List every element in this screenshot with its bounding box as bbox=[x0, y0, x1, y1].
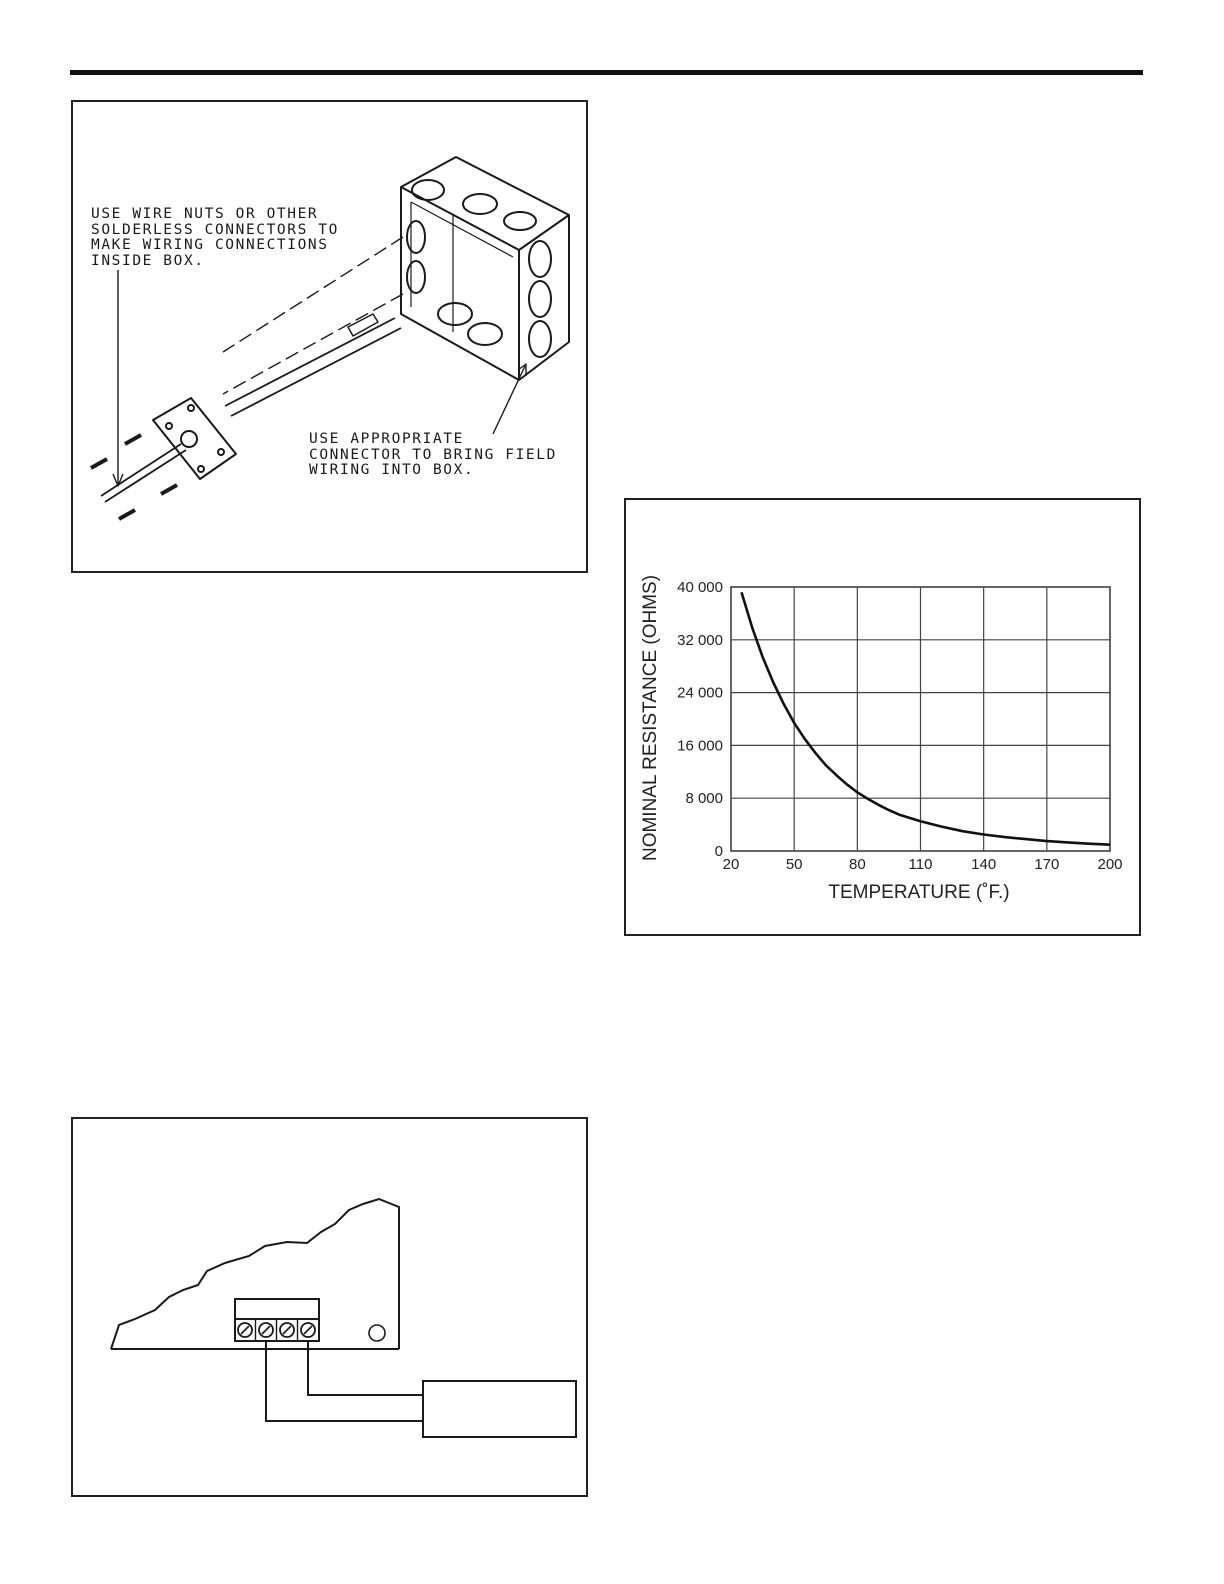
sensor-box bbox=[423, 1381, 576, 1437]
resistance-chart-panel bbox=[624, 498, 1141, 936]
mounting-plate bbox=[153, 398, 236, 479]
x-tick-label: 170 bbox=[1034, 856, 1060, 873]
junction-box-top bbox=[401, 157, 569, 250]
x-tick-label: 80 bbox=[848, 856, 866, 873]
sensor-cable bbox=[101, 444, 186, 502]
x-tick-label: 140 bbox=[971, 856, 997, 873]
y-tick-label: 32 000 bbox=[677, 631, 723, 649]
sensor-mounting-illustration bbox=[73, 102, 586, 571]
y-tick-label: 24 000 bbox=[677, 684, 723, 702]
screw-slot bbox=[283, 1326, 291, 1334]
y-tick-label: 8 000 bbox=[685, 790, 723, 808]
screw-slot bbox=[262, 1326, 270, 1334]
screw-slot bbox=[304, 1326, 312, 1334]
x-tick-label: 50 bbox=[785, 856, 803, 873]
x-tick-label: 110 bbox=[908, 856, 933, 873]
terminal-block-housing bbox=[235, 1299, 319, 1319]
x-axis-title: TEMPERATURE (˚F.) bbox=[828, 882, 1010, 903]
y-tick-label: 16 000 bbox=[677, 737, 723, 755]
x-tick-label: 20 bbox=[722, 856, 740, 873]
header-rule bbox=[70, 70, 1143, 75]
board-wiring-diagram bbox=[73, 1119, 586, 1495]
wire-nut-callout: USE WIRE NUTS OR OTHER SOLDERLESS CONNECTORS TO MAKE WIRING CONNECTIONS INSIDE BOX. bbox=[91, 206, 339, 269]
board-wiring-figure bbox=[71, 1117, 588, 1497]
y-tick-label: 0 bbox=[714, 843, 723, 860]
resistance-chart bbox=[626, 500, 1139, 934]
field-wiring-callout: USE APPROPRIATE CONNECTOR TO BRING FIELD WIRING INTO BOX. bbox=[309, 431, 557, 478]
sensor-wire-1 bbox=[266, 1341, 423, 1421]
screw-slot bbox=[241, 1326, 249, 1334]
junction-box-front bbox=[401, 187, 519, 380]
y-axis-title: NOMINAL RESISTANCE (OHMS) bbox=[640, 574, 661, 862]
y-tick-label: 40 000 bbox=[677, 579, 723, 596]
sensor-mounting-figure bbox=[71, 100, 588, 573]
resistance-curve bbox=[742, 592, 1111, 844]
x-tick-label: 200 bbox=[1097, 856, 1123, 873]
mounting-hole bbox=[369, 1325, 385, 1341]
